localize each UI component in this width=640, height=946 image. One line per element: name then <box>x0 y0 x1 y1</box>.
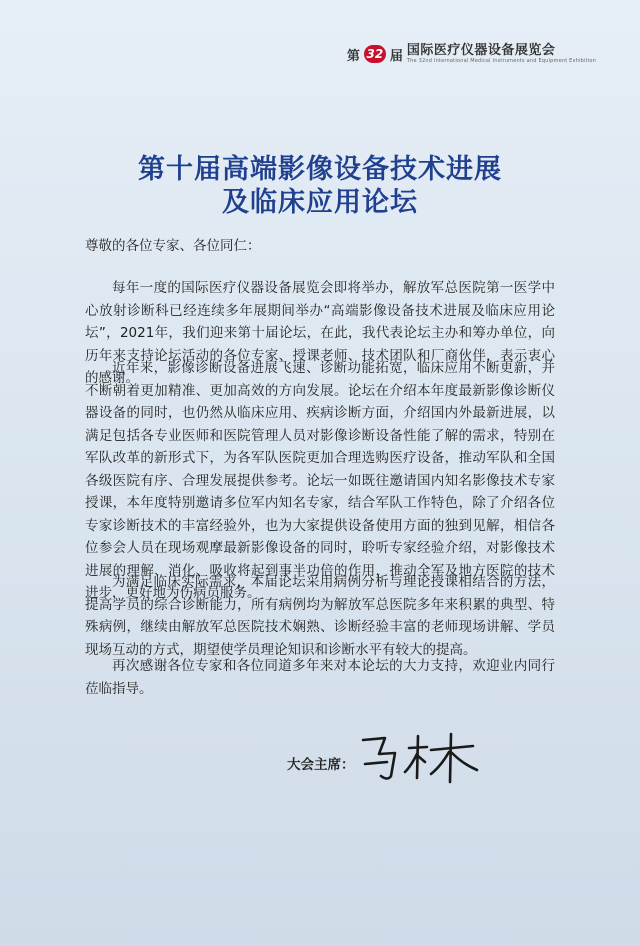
logo-english: The 32nd International Medical Instruments and Equipment Exhibition <box>406 58 596 64</box>
title-line-1: 第十届高端影像设备技术进展 <box>138 154 502 185</box>
title-line-2: 及临床应用论坛 <box>222 187 418 218</box>
signature-label: 大会主席： <box>287 757 355 773</box>
logo-prefix: 第 <box>346 48 360 64</box>
paragraph-1: 每年一度的国际医疗仪器设备展览会即将举办，解放军总医院第一医学中心放射诊断科已经连续多年展期间举办“高端影像设备技术进展及临床应用论坛”，2021年，我们迎来第十届论坛，在此，我代表论坛主办和筹办单位，向历年来支持论坛活动的各位专家、授课老师、技术团队和厂商伙伴，表示衷心的感谢。 <box>85 280 555 386</box>
logo-name: 国际医疗仪器设备展览会 <box>406 43 556 58</box>
logo-number-badge: 32 <box>364 45 386 63</box>
exhibition-logo <box>347 44 596 64</box>
paragraph-2: 近年来，影像诊断设备进展飞速、诊断功能拓宽，临床应用不断更新，并不断朝着更加精准、更加高效的方向发展。论坛在介绍本年度最新影像诊断仪器设备的同时，也仍然从临床应用、疾病诊断方面，介绍国内外最新进展，以满足包括各专业医师和医院管理人员对影像诊断设备性能了解的需求，特别在军队改革的新形式下，为各军队医院更加合理选购医疗设备，推动军队和全国各级医院有序、合理发展提供参考。论坛一如既往邀请国内知名影像技术专家授课，本年度特别邀请多位军内知名专家，结合军队工作特色，除了介绍各位专家诊断技术的丰富经验外，也为大家提供设备使用方面的独到见解，相信各位参会人员在现场观摩最新影像设备的同时，聆听专家经验介绍，对影像技术进展的理解、消化、吸收将起到事半功倍的作用，推动全军及地方医院的技术进步，更好地为伤病员服务。 <box>85 360 555 601</box>
greeting: 尊敬的各位专家、各位同仁： <box>85 238 261 254</box>
paragraph-4: 再次感谢各位专家和各位同道多年来对本论坛的大力支持，欢迎业内同行莅临指导。 <box>85 658 555 697</box>
handwritten-signature <box>355 726 485 786</box>
logo-text <box>407 44 596 64</box>
logo-suffix: 届 <box>389 48 403 64</box>
paragraph-3: 为满足临床实际需求，本届论坛采用病例分析与理论授课相结合的方法，提高学员的综合诊断能力，所有病例均为解放军总医院多年来积累的典型、特殊病例，继续由解放军总医院技术娴熟、诊断经验丰富的老师现场讲解、学员现场互动的方式，期望使学员理论知识和诊断水平有较大的提高。 <box>85 574 555 658</box>
